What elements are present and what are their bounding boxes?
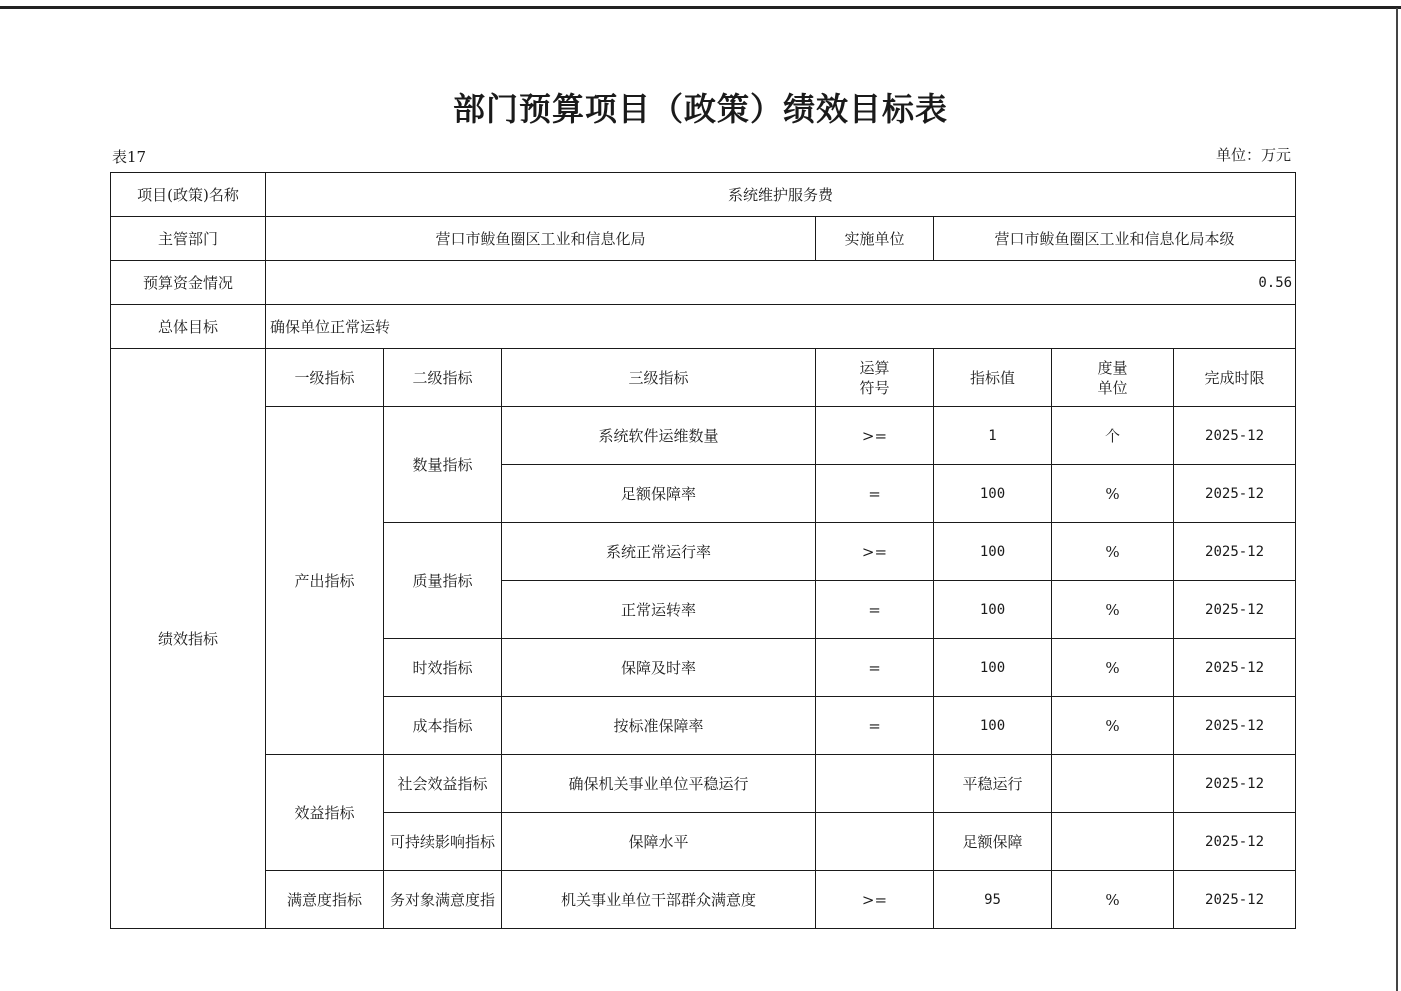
level2-quantity: 数量指标 (384, 407, 502, 523)
deadline-cell: 2025-12 (1174, 523, 1296, 581)
unit-cell: % (1052, 465, 1174, 523)
col-level1-header: 一级指标 (266, 349, 384, 407)
value-cell: 100 (934, 465, 1052, 523)
operator-cell: >= (816, 871, 934, 929)
overall-goal-value: 确保单位正常运转 (266, 305, 1296, 349)
value-cell: 足额保障 (934, 813, 1052, 871)
operator-cell: >= (816, 407, 934, 465)
unit-cell: % (1052, 697, 1174, 755)
operator-cell: = (816, 639, 934, 697)
level2-social: 社会效益指标 (384, 755, 502, 813)
table-row (111, 755, 1296, 813)
col-level3-header: 三级指标 (502, 349, 816, 407)
deadline-cell: 2025-12 (1174, 755, 1296, 813)
unit-cell: % (1052, 639, 1174, 697)
level3-cell: 足额保障率 (502, 465, 816, 523)
col-level2-header: 二级指标 (384, 349, 502, 407)
col-operator-header: 运算 符号 (816, 349, 934, 407)
deadline-cell: 2025-12 (1174, 871, 1296, 929)
level2-sustain: 可持续影响指标 (384, 813, 502, 871)
project-name-label: 项目(政策)名称 (111, 173, 266, 217)
operator-cell: >= (816, 523, 934, 581)
level2-timeliness: 时效指标 (384, 639, 502, 697)
overall-goal-row (111, 305, 1296, 349)
level3-cell: 系统正常运行率 (502, 523, 816, 581)
unit-cell: % (1052, 871, 1174, 929)
scan-right-border (1396, 8, 1398, 991)
budget-row (111, 261, 1296, 305)
scan-top-border (0, 6, 1401, 9)
level3-cell: 保障及时率 (502, 639, 816, 697)
deadline-cell: 2025-12 (1174, 813, 1296, 871)
unit-label: 单位：万元 (1215, 146, 1291, 164)
page-title: 部门预算项目（政策）绩效目标表 (452, 90, 948, 128)
unit-cell: 个 (1052, 407, 1174, 465)
value-cell: 100 (934, 581, 1052, 639)
col-deadline-header: 完成时限 (1174, 349, 1296, 407)
level2-cost: 成本指标 (384, 697, 502, 755)
level3-cell: 机关事业单位干部群众满意度 (502, 871, 816, 929)
col-value-header: 指标值 (934, 349, 1052, 407)
unit-cell (1052, 755, 1174, 813)
col-unit-header: 度量 单位 (1052, 349, 1174, 407)
operator-cell: = (816, 581, 934, 639)
level3-cell: 确保机关事业单位平稳运行 (502, 755, 816, 813)
table-row (111, 871, 1296, 929)
level3-cell: 系统软件运维数量 (502, 407, 816, 465)
level3-cell: 保障水平 (502, 813, 816, 871)
budget-label: 预算资金情况 (111, 261, 266, 305)
table-number: 表17 (112, 148, 147, 166)
operator-cell: = (816, 697, 934, 755)
department-row (111, 217, 1296, 261)
level1-satisfaction: 满意度指标 (266, 871, 384, 929)
value-cell: 100 (934, 523, 1052, 581)
indicator-header-row (111, 349, 1296, 407)
department-label: 主管部门 (111, 217, 266, 261)
budget-value: 0.56 (266, 261, 1296, 305)
deadline-cell: 2025-12 (1174, 697, 1296, 755)
operator-cell: = (816, 465, 934, 523)
performance-target-table (110, 172, 1296, 929)
level1-benefit: 效益指标 (266, 755, 384, 871)
unit-cell: % (1052, 523, 1174, 581)
project-name-value: 系统维护服务费 (266, 173, 1296, 217)
value-cell: 1 (934, 407, 1052, 465)
table-row (111, 407, 1296, 465)
operator-cell (816, 755, 934, 813)
overall-goal-label: 总体目标 (111, 305, 266, 349)
level1-output: 产出指标 (266, 407, 384, 755)
level3-cell: 按标准保障率 (502, 697, 816, 755)
performance-indicators-label: 绩效指标 (111, 349, 266, 929)
project-name-row (111, 173, 1296, 217)
implementing-unit-value: 营口市鲅鱼圈区工业和信息化局本级 (934, 217, 1296, 261)
implementing-unit-label: 实施单位 (816, 217, 934, 261)
deadline-cell: 2025-12 (1174, 581, 1296, 639)
level3-cell: 正常运转率 (502, 581, 816, 639)
department-value: 营口市鲅鱼圈区工业和信息化局 (266, 217, 816, 261)
value-cell: 100 (934, 697, 1052, 755)
unit-cell (1052, 813, 1174, 871)
value-cell: 平稳运行 (934, 755, 1052, 813)
operator-cell (816, 813, 934, 871)
deadline-cell: 2025-12 (1174, 639, 1296, 697)
value-cell: 95 (934, 871, 1052, 929)
level2-service: 务对象满意度指 (384, 871, 502, 929)
value-cell: 100 (934, 639, 1052, 697)
unit-cell: % (1052, 581, 1174, 639)
deadline-cell: 2025-12 (1174, 407, 1296, 465)
level2-quality: 质量指标 (384, 523, 502, 639)
deadline-cell: 2025-12 (1174, 465, 1296, 523)
